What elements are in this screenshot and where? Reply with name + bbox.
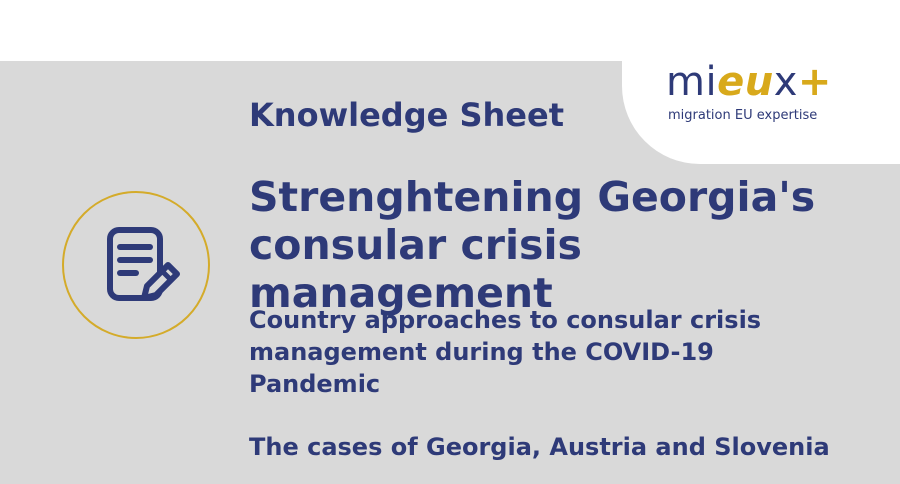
logo-word-accent: eu — [717, 59, 774, 105]
cases-line: The cases of Georgia, Austria and Slovenia — [249, 433, 830, 461]
mieux-logo — [666, 60, 832, 104]
logo-plus: + — [797, 59, 832, 105]
page-title: Strenghtening Georgia's consular crisis management — [249, 173, 816, 317]
knowledge-sheet-label: Knowledge Sheet — [249, 96, 564, 134]
logo-tagline: migration EU expertise — [668, 108, 818, 123]
document-edit-icon — [102, 226, 182, 306]
logo-word-prefix: mi — [666, 59, 718, 105]
logo-word-suffix: x — [773, 59, 798, 105]
page-subtitle: Country approaches to consular crisis management during the COVID-19 Pandemic — [249, 306, 762, 398]
